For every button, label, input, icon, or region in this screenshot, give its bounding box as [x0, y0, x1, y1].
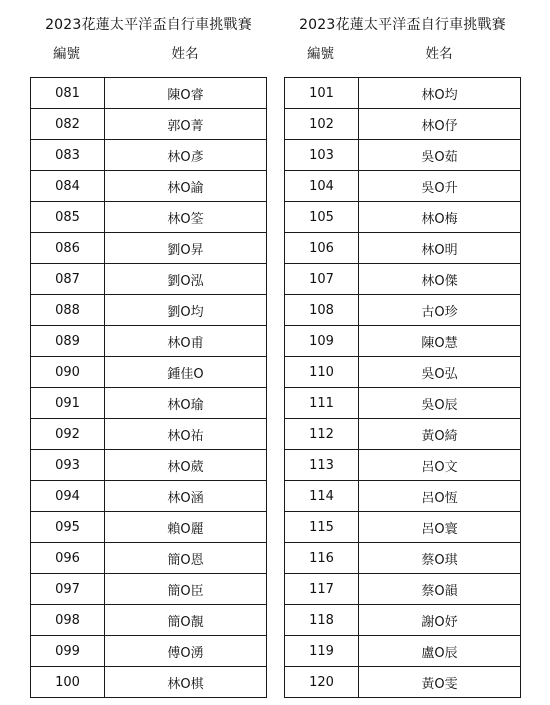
- bib-number: 110: [285, 357, 359, 388]
- event-title: 2023花蓮太平洋盃自行車挑戰賽: [45, 17, 252, 33]
- table-row: [31, 109, 267, 140]
- rider-name: 吳O茹: [359, 140, 521, 171]
- table-row: [31, 481, 267, 512]
- rider-name: 林O均: [359, 78, 521, 109]
- column-header: [284, 40, 521, 68]
- table-row: [31, 667, 267, 698]
- bib-number: 097: [31, 574, 105, 605]
- table-row: [285, 78, 521, 109]
- rider-name: 簡O恩: [105, 543, 267, 574]
- bib-number: 081: [31, 78, 105, 109]
- bib-number: 099: [31, 636, 105, 667]
- rider-name: 吳O辰: [359, 388, 521, 419]
- table-row: [31, 543, 267, 574]
- bib-number: 090: [31, 357, 105, 388]
- bib-number: 119: [285, 636, 359, 667]
- rider-name: 林O彥: [105, 140, 267, 171]
- table-row: [285, 636, 521, 667]
- rider-name: 陳O慧: [359, 326, 521, 357]
- bib-number: 101: [285, 78, 359, 109]
- rider-name: 劉O均: [105, 295, 267, 326]
- rider-name: 陳O睿: [105, 78, 267, 109]
- left-roster-panel: [30, 12, 267, 698]
- table-row: [31, 450, 267, 481]
- rider-name: 古O珍: [359, 295, 521, 326]
- bib-number: 111: [285, 388, 359, 419]
- rider-name: 盧O辰: [359, 636, 521, 667]
- table-row: [31, 140, 267, 171]
- bib-number: 114: [285, 481, 359, 512]
- rider-name: 謝O妤: [359, 605, 521, 636]
- bib-number: 088: [31, 295, 105, 326]
- table-row: [31, 233, 267, 264]
- bib-number: 113: [285, 450, 359, 481]
- table-row: [285, 667, 521, 698]
- bib-number: 093: [31, 450, 105, 481]
- rider-name: 蔡O琪: [359, 543, 521, 574]
- rider-name: 鍾佳O: [105, 357, 267, 388]
- roster-table-left: [30, 77, 267, 698]
- table-row: [285, 388, 521, 419]
- table-row: [285, 605, 521, 636]
- bib-number: 085: [31, 202, 105, 233]
- bib-number: 082: [31, 109, 105, 140]
- table-row: [31, 357, 267, 388]
- table-row: [31, 326, 267, 357]
- rider-name: 林O瑜: [105, 388, 267, 419]
- rider-name: 林O諭: [105, 171, 267, 202]
- table-row: [285, 233, 521, 264]
- table-row: [285, 202, 521, 233]
- event-title: 2023花蓮太平洋盃自行車挑戰賽: [299, 17, 506, 33]
- table-row: [31, 636, 267, 667]
- bib-number: 084: [31, 171, 105, 202]
- rider-name: 蔡O韻: [359, 574, 521, 605]
- rider-name: 黃O綺: [359, 419, 521, 450]
- table-row: [31, 574, 267, 605]
- column-header: [30, 40, 267, 68]
- rider-name: 劉O泓: [105, 264, 267, 295]
- bib-number: 104: [285, 171, 359, 202]
- rider-name: 林O甫: [105, 326, 267, 357]
- bib-number: 087: [31, 264, 105, 295]
- bib-number: 107: [285, 264, 359, 295]
- bib-number: 102: [285, 109, 359, 140]
- bib-number: 112: [285, 419, 359, 450]
- bib-number: 103: [285, 140, 359, 171]
- rider-name: 林O涵: [105, 481, 267, 512]
- rider-name: 林O祐: [105, 419, 267, 450]
- table-row: [285, 481, 521, 512]
- table-row: [285, 450, 521, 481]
- table-row: [285, 326, 521, 357]
- table-row: [31, 388, 267, 419]
- table-row: [285, 512, 521, 543]
- rider-name: 簡O靚: [105, 605, 267, 636]
- rider-name: 黃O雯: [359, 667, 521, 698]
- bib-number: 095: [31, 512, 105, 543]
- table-row: [31, 605, 267, 636]
- bib-number: 100: [31, 667, 105, 698]
- rider-name: 林O棋: [105, 667, 267, 698]
- table-row: [285, 543, 521, 574]
- rider-name: 林O葳: [105, 450, 267, 481]
- table-row: [31, 264, 267, 295]
- rider-name: 郭O菁: [105, 109, 267, 140]
- table-row: [285, 419, 521, 450]
- table-row: [285, 264, 521, 295]
- table-row: [31, 171, 267, 202]
- rider-name: 林O筌: [105, 202, 267, 233]
- table-row: [285, 357, 521, 388]
- bib-number: 094: [31, 481, 105, 512]
- rider-name: 賴O麗: [105, 512, 267, 543]
- table-row: [31, 295, 267, 326]
- bib-number: 086: [31, 233, 105, 264]
- rider-name: 呂O文: [359, 450, 521, 481]
- table-row: [285, 140, 521, 171]
- bib-number: 120: [285, 667, 359, 698]
- rider-name: 簡O臣: [105, 574, 267, 605]
- table-row: [285, 171, 521, 202]
- bib-number: 083: [31, 140, 105, 171]
- bib-number: 091: [31, 388, 105, 419]
- rider-name: 林O明: [359, 233, 521, 264]
- rider-name: 吳O升: [359, 171, 521, 202]
- table-row: [31, 202, 267, 233]
- bib-number: 098: [31, 605, 105, 636]
- bib-number: 109: [285, 326, 359, 357]
- rider-name: 吳O弘: [359, 357, 521, 388]
- table-row: [31, 419, 267, 450]
- rider-name: 傅O湧: [105, 636, 267, 667]
- table-row: [285, 574, 521, 605]
- bib-number: 092: [31, 419, 105, 450]
- rider-name: 林O伃: [359, 109, 521, 140]
- bib-number: 115: [285, 512, 359, 543]
- rider-name: 林O梅: [359, 202, 521, 233]
- header-number: 編號: [307, 46, 334, 62]
- table-row: [285, 109, 521, 140]
- table-row: [31, 512, 267, 543]
- header-number: 編號: [53, 46, 80, 62]
- bib-number: 089: [31, 326, 105, 357]
- right-roster-panel: [284, 12, 521, 698]
- bib-number: 108: [285, 295, 359, 326]
- rider-name: 林O傑: [359, 264, 521, 295]
- bib-number: 117: [285, 574, 359, 605]
- bib-number: 116: [285, 543, 359, 574]
- bib-number: 096: [31, 543, 105, 574]
- rider-name: 劉O昇: [105, 233, 267, 264]
- bib-number: 106: [285, 233, 359, 264]
- header-name: 姓名: [425, 46, 453, 62]
- table-row: [285, 295, 521, 326]
- rider-name: 呂O寰: [359, 512, 521, 543]
- roster-table-right: [284, 77, 521, 698]
- rider-name: 呂O恆: [359, 481, 521, 512]
- header-name: 姓名: [171, 46, 199, 62]
- bib-number: 118: [285, 605, 359, 636]
- table-row: [31, 78, 267, 109]
- bib-number: 105: [285, 202, 359, 233]
